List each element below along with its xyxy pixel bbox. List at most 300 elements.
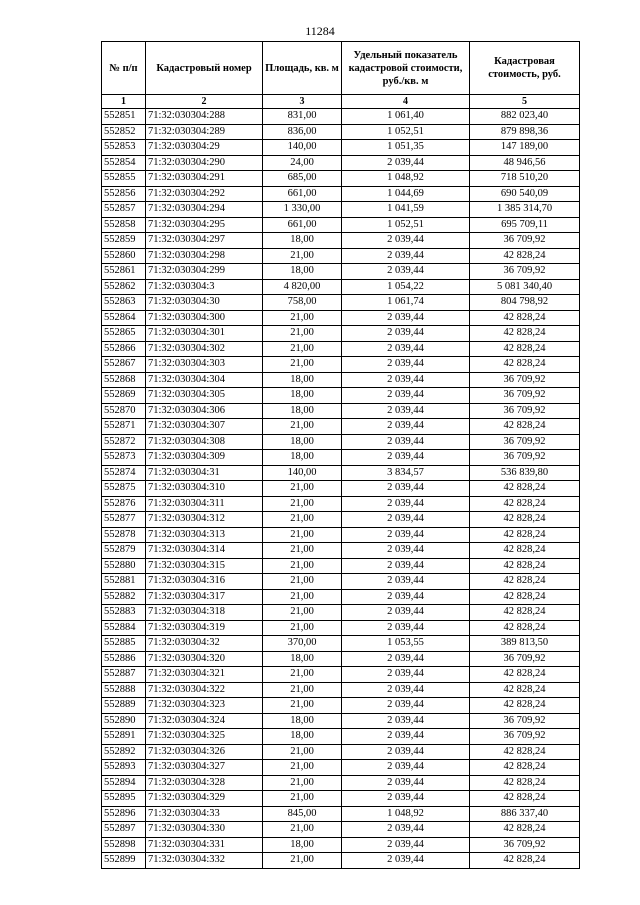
area-cell: 21,00: [263, 775, 342, 791]
row-number-cell: 552879: [102, 543, 146, 559]
row-number-cell: 552892: [102, 744, 146, 760]
cadastral-value-cell: 42 828,24: [470, 605, 580, 621]
table-row: [102, 109, 580, 125]
table-row: [102, 589, 580, 605]
row-number-cell: 552852: [102, 124, 146, 140]
area-cell: 18,00: [263, 713, 342, 729]
cadastral-value-cell: 36 709,92: [470, 713, 580, 729]
row-number-cell: 552857: [102, 202, 146, 218]
cadastral-number-cell: 71:32:030304:321: [146, 667, 263, 683]
specific-value-cell: 2 039,44: [342, 760, 470, 776]
cadastral-value-cell: 42 828,24: [470, 326, 580, 342]
cadastral-number-cell: 71:32:030304:317: [146, 589, 263, 605]
cadastral-value-cell: 36 709,92: [470, 434, 580, 450]
cadastral-number-cell: 71:32:030304:309: [146, 450, 263, 466]
row-number-cell: 552862: [102, 279, 146, 295]
specific-value-cell: 2 039,44: [342, 527, 470, 543]
cadastral-number-cell: 71:32:030304:306: [146, 403, 263, 419]
cadastral-value-cell: 42 828,24: [470, 620, 580, 636]
cadastral-value-cell: 42 828,24: [470, 248, 580, 264]
cadastral-value-cell: 879 898,36: [470, 124, 580, 140]
area-cell: 21,00: [263, 791, 342, 807]
table-row: [102, 822, 580, 838]
table-row: [102, 853, 580, 869]
table-row: [102, 667, 580, 683]
area-cell: 21,00: [263, 326, 342, 342]
cadastral-number-cell: 71:32:030304:294: [146, 202, 263, 218]
cadastral-value-cell: 36 709,92: [470, 450, 580, 466]
area-cell: 21,00: [263, 543, 342, 559]
cadastral-value-cell: 36 709,92: [470, 651, 580, 667]
cadastral-value-cell: 690 540,09: [470, 186, 580, 202]
column-number: 4: [342, 95, 470, 109]
row-number-cell: 552897: [102, 822, 146, 838]
table-row: [102, 605, 580, 621]
table-row: [102, 636, 580, 652]
area-cell: 21,00: [263, 527, 342, 543]
area-cell: 18,00: [263, 403, 342, 419]
row-number-cell: 552895: [102, 791, 146, 807]
area-cell: 21,00: [263, 310, 342, 326]
row-number-cell: 552859: [102, 233, 146, 249]
row-number-cell: 552878: [102, 527, 146, 543]
area-cell: 18,00: [263, 372, 342, 388]
specific-value-cell: 2 039,44: [342, 372, 470, 388]
table-row: [102, 264, 580, 280]
specific-value-cell: 2 039,44: [342, 682, 470, 698]
table-row: [102, 744, 580, 760]
row-number-cell: 552877: [102, 512, 146, 528]
row-number-cell: 552890: [102, 713, 146, 729]
table-row: [102, 543, 580, 559]
cadastral-number-cell: 71:32:030304:327: [146, 760, 263, 776]
row-number-cell: 552894: [102, 775, 146, 791]
cadastral-number-cell: 71:32:030304:300: [146, 310, 263, 326]
row-number-cell: 552861: [102, 264, 146, 280]
row-number-cell: 552881: [102, 574, 146, 590]
area-cell: 831,00: [263, 109, 342, 125]
table-row: [102, 155, 580, 171]
header-cadastral-value: Кадастровая стоимость, руб.: [470, 42, 580, 95]
cadastral-value-cell: 42 828,24: [470, 558, 580, 574]
table-row: [102, 558, 580, 574]
specific-value-cell: 2 039,44: [342, 419, 470, 435]
specific-value-cell: 2 039,44: [342, 233, 470, 249]
header-cadastral-number: Кадастровый номер: [146, 42, 263, 95]
row-number-cell: 552882: [102, 589, 146, 605]
area-cell: 21,00: [263, 698, 342, 714]
table-row: [102, 434, 580, 450]
table-row: [102, 248, 580, 264]
row-number-cell: 552865: [102, 326, 146, 342]
page-number: 11284: [305, 24, 335, 38]
specific-value-cell: 2 039,44: [342, 791, 470, 807]
cadastral-value-cell: 389 813,50: [470, 636, 580, 652]
area-cell: 18,00: [263, 233, 342, 249]
cadastral-number-cell: 71:32:030304:305: [146, 388, 263, 404]
area-cell: 18,00: [263, 264, 342, 280]
area-cell: 370,00: [263, 636, 342, 652]
area-cell: 21,00: [263, 667, 342, 683]
cadastral-number-cell: 71:32:030304:303: [146, 357, 263, 373]
cadastral-value-cell: 36 709,92: [470, 403, 580, 419]
specific-value-cell: 2 039,44: [342, 543, 470, 559]
specific-value-cell: 2 039,44: [342, 698, 470, 714]
cadastral-value-cell: 42 828,24: [470, 419, 580, 435]
specific-value-cell: 1 054,22: [342, 279, 470, 295]
specific-value-cell: 3 834,57: [342, 465, 470, 481]
row-number-cell: 552898: [102, 837, 146, 853]
cadastral-value-table: [101, 41, 580, 869]
specific-value-cell: 1 048,92: [342, 806, 470, 822]
cadastral-value-cell: 36 709,92: [470, 233, 580, 249]
specific-value-cell: 1 051,35: [342, 140, 470, 156]
cadastral-value-cell: 42 828,24: [470, 775, 580, 791]
cadastral-number-cell: 71:32:030304:289: [146, 124, 263, 140]
cadastral-number-cell: 71:32:030304:328: [146, 775, 263, 791]
cadastral-value-cell: 36 709,92: [470, 388, 580, 404]
specific-value-cell: 1 053,55: [342, 636, 470, 652]
row-number-cell: 552891: [102, 729, 146, 745]
row-number-cell: 552874: [102, 465, 146, 481]
area-cell: 21,00: [263, 605, 342, 621]
row-number-cell: 552885: [102, 636, 146, 652]
table-row: [102, 202, 580, 218]
specific-value-cell: 2 039,44: [342, 651, 470, 667]
cadastral-value-cell: 42 828,24: [470, 822, 580, 838]
area-cell: 18,00: [263, 729, 342, 745]
row-number-cell: 552863: [102, 295, 146, 311]
area-cell: 21,00: [263, 822, 342, 838]
table-row: [102, 171, 580, 187]
specific-value-cell: 2 039,44: [342, 744, 470, 760]
area-cell: 845,00: [263, 806, 342, 822]
table-row: [102, 729, 580, 745]
specific-value-cell: 2 039,44: [342, 434, 470, 450]
specific-value-cell: 2 039,44: [342, 450, 470, 466]
specific-value-cell: 2 039,44: [342, 512, 470, 528]
cadastral-value-cell: 42 828,24: [470, 744, 580, 760]
table-row: [102, 698, 580, 714]
table-row: [102, 760, 580, 776]
cadastral-value-cell: 42 828,24: [470, 543, 580, 559]
table-row: [102, 574, 580, 590]
cadastral-value-cell: 42 828,24: [470, 310, 580, 326]
cadastral-value-cell: 536 839,80: [470, 465, 580, 481]
table-row: [102, 481, 580, 497]
cadastral-number-cell: 71:32:030304:304: [146, 372, 263, 388]
row-number-cell: 552875: [102, 481, 146, 497]
table-row: [102, 419, 580, 435]
row-number-cell: 552851: [102, 109, 146, 125]
area-cell: 21,00: [263, 620, 342, 636]
table-row: [102, 837, 580, 853]
area-cell: 21,00: [263, 589, 342, 605]
cadastral-value-cell: 42 828,24: [470, 341, 580, 357]
column-number: 3: [263, 95, 342, 109]
cadastral-number-cell: 71:32:030304:312: [146, 512, 263, 528]
row-number-cell: 552854: [102, 155, 146, 171]
specific-value-cell: 2 039,44: [342, 310, 470, 326]
specific-value-cell: 2 039,44: [342, 341, 470, 357]
row-number-cell: 552886: [102, 651, 146, 667]
column-number-row: [102, 95, 580, 109]
cadastral-number-cell: 71:32:030304:297: [146, 233, 263, 249]
specific-value-cell: 2 039,44: [342, 248, 470, 264]
table-row: [102, 651, 580, 667]
specific-value-cell: 2 039,44: [342, 264, 470, 280]
cadastral-number-cell: 71:32:030304:330: [146, 822, 263, 838]
cadastral-number-cell: 71:32:030304:313: [146, 527, 263, 543]
row-number-cell: 552855: [102, 171, 146, 187]
cadastral-value-cell: 42 828,24: [470, 496, 580, 512]
area-cell: 140,00: [263, 465, 342, 481]
table-row: [102, 310, 580, 326]
specific-value-cell: 2 039,44: [342, 620, 470, 636]
cadastral-number-cell: 71:32:030304:310: [146, 481, 263, 497]
row-number-cell: 552893: [102, 760, 146, 776]
cadastral-number-cell: 71:32:030304:30: [146, 295, 263, 311]
column-number: 2: [146, 95, 263, 109]
table-row: [102, 341, 580, 357]
cadastral-number-cell: 71:32:030304:319: [146, 620, 263, 636]
row-number-cell: 552860: [102, 248, 146, 264]
row-number-cell: 552858: [102, 217, 146, 233]
row-number-cell: 552880: [102, 558, 146, 574]
cadastral-number-cell: 71:32:030304:290: [146, 155, 263, 171]
cadastral-number-cell: 71:32:030304:318: [146, 605, 263, 621]
area-cell: 21,00: [263, 760, 342, 776]
cadastral-value-cell: 1 385 314,70: [470, 202, 580, 218]
cadastral-value-cell: 42 828,24: [470, 481, 580, 497]
area-cell: 21,00: [263, 481, 342, 497]
table-row: [102, 388, 580, 404]
area-cell: 685,00: [263, 171, 342, 187]
area-cell: 24,00: [263, 155, 342, 171]
row-number-cell: 552889: [102, 698, 146, 714]
area-cell: 21,00: [263, 853, 342, 869]
row-number-cell: 552876: [102, 496, 146, 512]
cadastral-number-cell: 71:32:030304:325: [146, 729, 263, 745]
table-row: [102, 357, 580, 373]
table-row: [102, 512, 580, 528]
table-row: [102, 295, 580, 311]
specific-value-cell: 2 039,44: [342, 558, 470, 574]
cadastral-number-cell: 71:32:030304:315: [146, 558, 263, 574]
table-row: [102, 527, 580, 543]
cadastral-number-cell: 71:32:030304:307: [146, 419, 263, 435]
cadastral-number-cell: 71:32:030304:331: [146, 837, 263, 853]
specific-value-cell: 2 039,44: [342, 574, 470, 590]
table-row: [102, 403, 580, 419]
cadastral-value-cell: 882 023,40: [470, 109, 580, 125]
area-cell: 21,00: [263, 682, 342, 698]
table-row: [102, 496, 580, 512]
row-number-cell: 552873: [102, 450, 146, 466]
area-cell: 140,00: [263, 140, 342, 156]
table-row: [102, 775, 580, 791]
cadastral-value-cell: 42 828,24: [470, 357, 580, 373]
specific-value-cell: 2 039,44: [342, 326, 470, 342]
cadastral-number-cell: 71:32:030304:292: [146, 186, 263, 202]
cadastral-number-cell: 71:32:030304:302: [146, 341, 263, 357]
area-cell: 18,00: [263, 837, 342, 853]
table-row: [102, 806, 580, 822]
column-number: 1: [102, 95, 146, 109]
row-number-cell: 552869: [102, 388, 146, 404]
row-number-cell: 552883: [102, 605, 146, 621]
area-cell: 661,00: [263, 186, 342, 202]
cadastral-number-cell: 71:32:030304:322: [146, 682, 263, 698]
table-row: [102, 791, 580, 807]
row-number-cell: 552899: [102, 853, 146, 869]
specific-value-cell: 2 039,44: [342, 775, 470, 791]
area-cell: 18,00: [263, 651, 342, 667]
row-number-cell: 552867: [102, 357, 146, 373]
row-number-cell: 552868: [102, 372, 146, 388]
table-row: [102, 217, 580, 233]
cadastral-number-cell: 71:32:030304:3: [146, 279, 263, 295]
specific-value-cell: 1 044,69: [342, 186, 470, 202]
row-number-cell: 552871: [102, 419, 146, 435]
cadastral-value-cell: 718 510,20: [470, 171, 580, 187]
area-cell: 21,00: [263, 341, 342, 357]
area-cell: 21,00: [263, 512, 342, 528]
area-cell: 1 330,00: [263, 202, 342, 218]
specific-value-cell: 2 039,44: [342, 357, 470, 373]
header-row-number: № п/п: [102, 42, 146, 95]
area-cell: 661,00: [263, 217, 342, 233]
cadastral-value-cell: 42 828,24: [470, 527, 580, 543]
table-row: [102, 326, 580, 342]
row-number-cell: 552870: [102, 403, 146, 419]
cadastral-number-cell: 71:32:030304:314: [146, 543, 263, 559]
row-number-cell: 552866: [102, 341, 146, 357]
specific-value-cell: 2 039,44: [342, 496, 470, 512]
area-cell: 758,00: [263, 295, 342, 311]
cadastral-number-cell: 71:32:030304:31: [146, 465, 263, 481]
cadastral-number-cell: 71:32:030304:320: [146, 651, 263, 667]
cadastral-number-cell: 71:32:030304:324: [146, 713, 263, 729]
cadastral-number-cell: 71:32:030304:29: [146, 140, 263, 156]
area-cell: 18,00: [263, 434, 342, 450]
specific-value-cell: 2 039,44: [342, 155, 470, 171]
cadastral-number-cell: 71:32:030304:298: [146, 248, 263, 264]
cadastral-number-cell: 71:32:030304:326: [146, 744, 263, 760]
cadastral-number-cell: 71:32:030304:291: [146, 171, 263, 187]
table-row: [102, 140, 580, 156]
cadastral-number-cell: 71:32:030304:316: [146, 574, 263, 590]
cadastral-value-cell: 804 798,92: [470, 295, 580, 311]
cadastral-value-cell: 42 828,24: [470, 682, 580, 698]
row-number-cell: 552888: [102, 682, 146, 698]
specific-value-cell: 2 039,44: [342, 729, 470, 745]
row-number-cell: 552896: [102, 806, 146, 822]
table-row: [102, 465, 580, 481]
specific-value-cell: 2 039,44: [342, 853, 470, 869]
area-cell: 21,00: [263, 558, 342, 574]
area-cell: 21,00: [263, 248, 342, 264]
specific-value-cell: 1 052,51: [342, 217, 470, 233]
specific-value-cell: 2 039,44: [342, 388, 470, 404]
table-row: [102, 124, 580, 140]
row-number-cell: 552884: [102, 620, 146, 636]
row-number-cell: 552887: [102, 667, 146, 683]
area-cell: 21,00: [263, 419, 342, 435]
specific-value-cell: 1 061,74: [342, 295, 470, 311]
table-row: [102, 186, 580, 202]
cadastral-value-cell: 42 828,24: [470, 853, 580, 869]
cadastral-value-cell: 36 709,92: [470, 729, 580, 745]
table-body: [102, 109, 580, 869]
cadastral-number-cell: 71:32:030304:329: [146, 791, 263, 807]
cadastral-number-cell: 71:32:030304:308: [146, 434, 263, 450]
table-row: [102, 682, 580, 698]
cadastral-value-cell: 42 828,24: [470, 512, 580, 528]
cadastral-value-cell: 36 709,92: [470, 264, 580, 280]
table-row: [102, 450, 580, 466]
cadastral-value-cell: 5 081 340,40: [470, 279, 580, 295]
cadastral-number-cell: 71:32:030304:288: [146, 109, 263, 125]
cadastral-value-cell: 36 709,92: [470, 837, 580, 853]
specific-value-cell: 1 041,59: [342, 202, 470, 218]
table-row: [102, 713, 580, 729]
cadastral-value-cell: 42 828,24: [470, 589, 580, 605]
area-cell: 21,00: [263, 496, 342, 512]
cadastral-number-cell: 71:32:030304:301: [146, 326, 263, 342]
specific-value-cell: 2 039,44: [342, 403, 470, 419]
row-number-cell: 552864: [102, 310, 146, 326]
area-cell: 4 820,00: [263, 279, 342, 295]
specific-value-cell: 2 039,44: [342, 605, 470, 621]
cadastral-value-cell: 42 828,24: [470, 698, 580, 714]
cadastral-number-cell: 71:32:030304:299: [146, 264, 263, 280]
table-row: [102, 233, 580, 249]
cadastral-value-cell: 886 337,40: [470, 806, 580, 822]
header-area: Площадь, кв. м: [263, 42, 342, 95]
specific-value-cell: 2 039,44: [342, 481, 470, 497]
cadastral-number-cell: 71:32:030304:332: [146, 853, 263, 869]
cadastral-value-cell: 42 828,24: [470, 760, 580, 776]
cadastral-value-cell: 48 946,56: [470, 155, 580, 171]
cadastral-number-cell: 71:32:030304:323: [146, 698, 263, 714]
cadastral-value-cell: 42 828,24: [470, 574, 580, 590]
row-number-cell: 552872: [102, 434, 146, 450]
cadastral-number-cell: 71:32:030304:311: [146, 496, 263, 512]
area-cell: 18,00: [263, 450, 342, 466]
header-specific-value: Удельный показатель кадастровой стоимости, руб./кв. м: [342, 42, 470, 95]
specific-value-cell: 2 039,44: [342, 667, 470, 683]
specific-value-cell: 1 052,51: [342, 124, 470, 140]
specific-value-cell: 2 039,44: [342, 822, 470, 838]
cadastral-number-cell: 71:32:030304:33: [146, 806, 263, 822]
area-cell: 21,00: [263, 574, 342, 590]
row-number-cell: 552856: [102, 186, 146, 202]
cadastral-number-cell: 71:32:030304:295: [146, 217, 263, 233]
column-number: 5: [470, 95, 580, 109]
table-header-row: [102, 42, 580, 95]
cadastral-value-cell: 147 189,00: [470, 140, 580, 156]
cadastral-value-cell: 695 709,11: [470, 217, 580, 233]
specific-value-cell: 2 039,44: [342, 713, 470, 729]
specific-value-cell: 1 061,40: [342, 109, 470, 125]
table-row: [102, 279, 580, 295]
cadastral-value-cell: 42 828,24: [470, 667, 580, 683]
area-cell: 18,00: [263, 388, 342, 404]
area-cell: 21,00: [263, 744, 342, 760]
cadastral-value-cell: 42 828,24: [470, 791, 580, 807]
table-row: [102, 620, 580, 636]
